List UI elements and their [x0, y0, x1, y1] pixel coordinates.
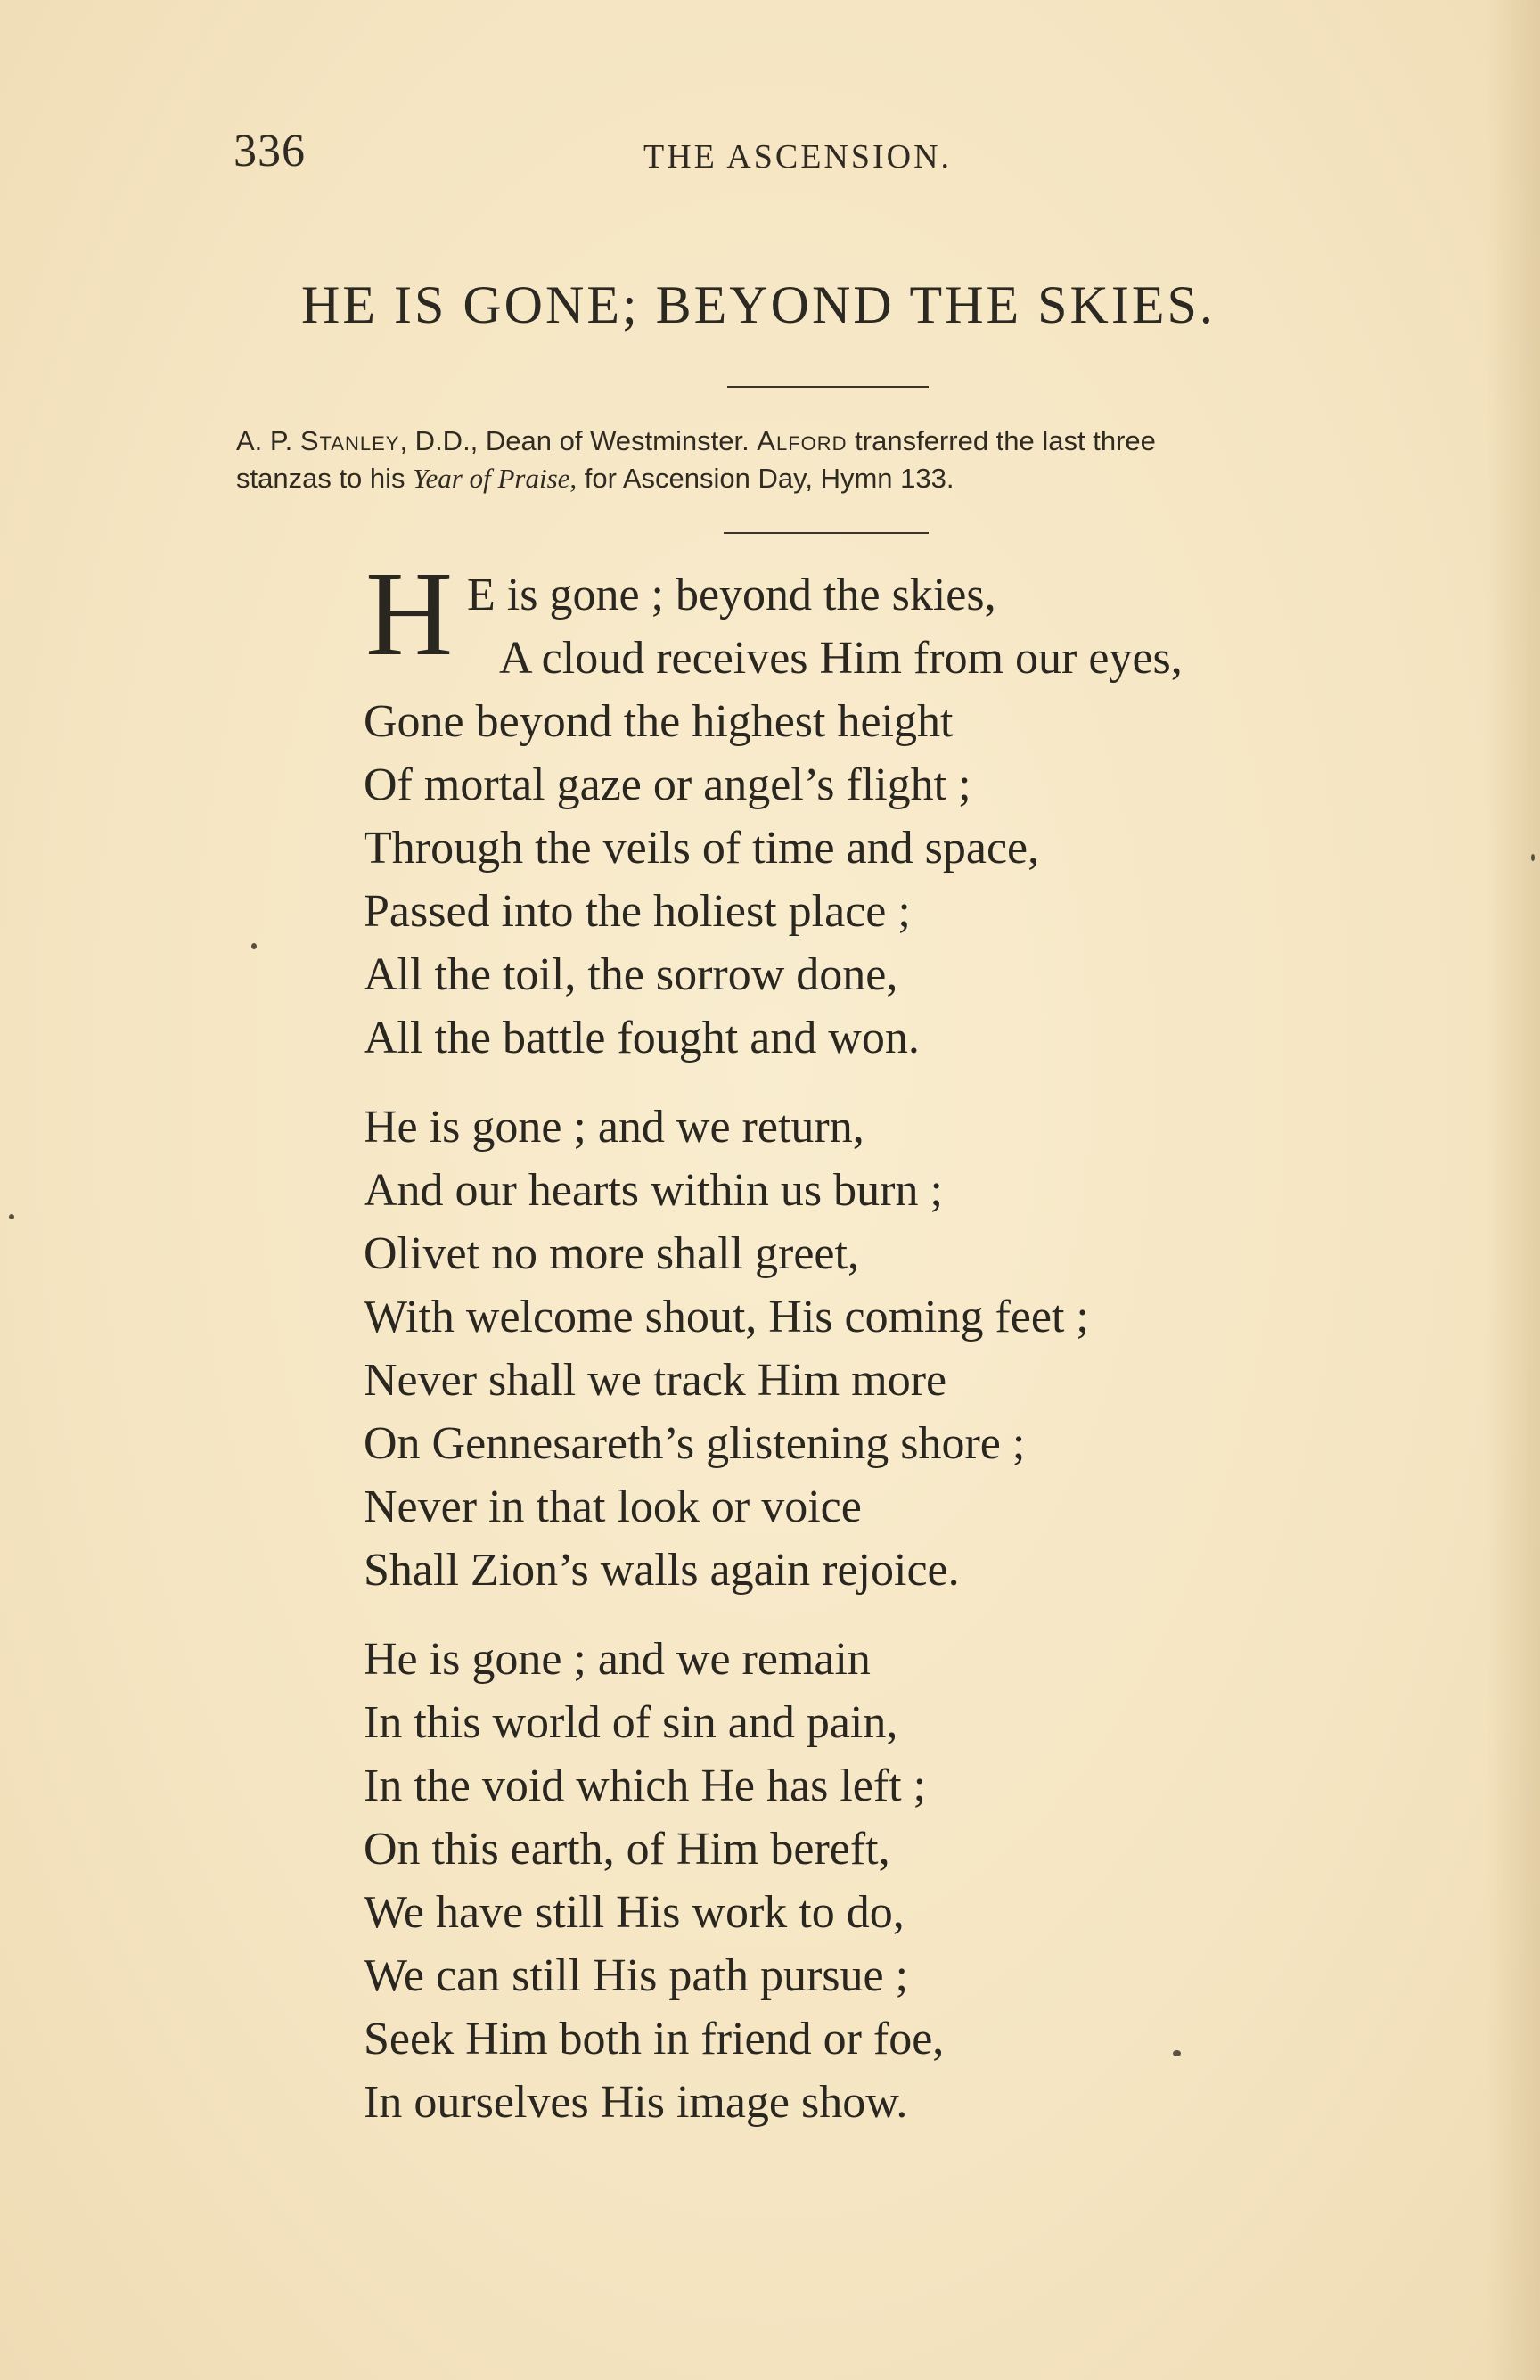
- verse-line: Through the veils of time and space,: [364, 823, 1040, 874]
- attribution-line-2: [236, 460, 1430, 497]
- verse-line: He is gone ; and we return,: [364, 1102, 864, 1153]
- author-initials: A. P.: [236, 425, 300, 456]
- stanza-gap: [364, 1602, 1089, 1628]
- verse-line: With welcome shout, His coming feet ;: [364, 1292, 1089, 1342]
- attribution-line2-pre: stanzas to his: [236, 463, 414, 494]
- stanza-2: [364, 1096, 1089, 1602]
- page-edge-shadow: [1487, 0, 1540, 2380]
- verse-line: In ourselves His image show.: [364, 2077, 908, 2128]
- verse-line: All the battle fought and won.: [364, 1013, 920, 1063]
- stanza-1: [364, 690, 1089, 1070]
- divider-rule-top: [727, 386, 929, 388]
- paper-speck: [9, 1214, 14, 1219]
- verse-line-1: E is gone ; beyond the skies,: [467, 570, 996, 620]
- stanza-gap: [364, 1070, 1089, 1096]
- paper-speck: [1173, 2050, 1181, 2056]
- verse-line: Of mortal gaze or angel’s flight ;: [364, 759, 971, 810]
- verse-line: He is gone ; and we remain: [364, 1634, 871, 1685]
- paper-speck: [1531, 854, 1535, 861]
- verse-line: Never shall we track Him more: [364, 1355, 947, 1406]
- book-title: Year of Praise,: [413, 463, 578, 494]
- poem-body: [364, 563, 1089, 2134]
- verse-line: Never in that look or voice: [364, 1481, 862, 1532]
- attribution-line1-rest: transferred the last three: [847, 425, 1156, 456]
- verse-line: In the void which He has left ;: [364, 1760, 927, 1811]
- verse-line: Olivet no more shall greet,: [364, 1228, 859, 1279]
- attribution-line2-post: for Ascension Day, Hymn 133.: [577, 463, 954, 494]
- paper-speck: [251, 943, 257, 949]
- verse-line: Seek Him both in friend or foe,: [364, 2014, 945, 2064]
- hymn-title: HE IS GONE; BEYOND THE SKIES.: [301, 275, 1216, 334]
- verse-line: Gone beyond the highest height: [364, 696, 954, 747]
- drop-cap-spacer: [364, 563, 1089, 690]
- verse-line: We have still His work to do,: [364, 1887, 905, 1938]
- verse-line: Passed into the holiest place ;: [364, 886, 911, 937]
- author-rest: , D.D., Dean of Westminster.: [399, 425, 758, 456]
- verse-line: On this earth, of Him bereft,: [364, 1824, 890, 1875]
- stanza-3: [364, 1628, 1089, 2134]
- page-number: 336: [233, 126, 306, 176]
- verse-line: And our hearts within us burn ;: [364, 1165, 943, 1216]
- verse-line: All the toil, the sorrow done,: [364, 949, 898, 1000]
- verse-line: On Gennesareth’s glistening shore ;: [364, 1418, 1026, 1469]
- author-name: Stanley: [299, 425, 400, 456]
- verse-line: We can still His path pursue ;: [364, 1950, 909, 2001]
- verse-line-2: A cloud receives Him from our eyes,: [499, 633, 1183, 684]
- divider-rule-bottom: [724, 532, 929, 534]
- verse-line: In this world of sin and pain,: [364, 1697, 898, 1748]
- verse-line: Shall Zion’s walls again rejoice.: [364, 1545, 960, 1596]
- alford-name: Alford: [757, 425, 848, 456]
- running-head: THE ASCENSION.: [643, 138, 953, 176]
- attribution: [236, 423, 1430, 497]
- attribution-line-1: [236, 423, 1430, 460]
- drop-cap: H: [365, 547, 454, 681]
